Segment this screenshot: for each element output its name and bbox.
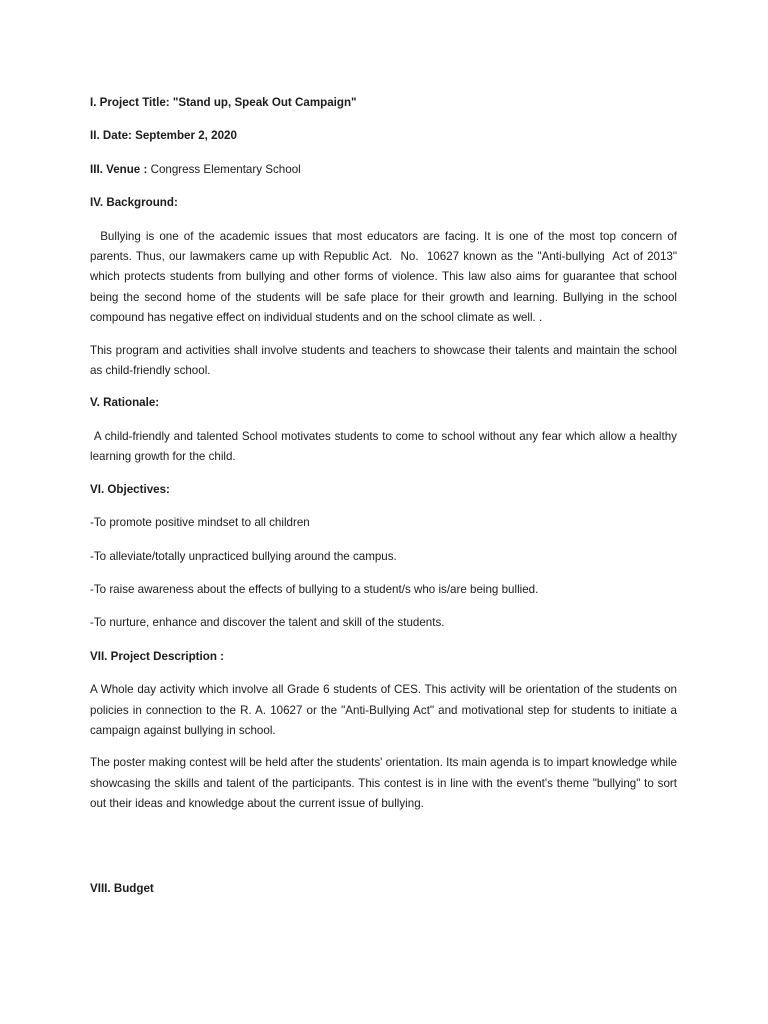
venue-label: III. Venue : — [90, 162, 148, 176]
background-heading: IV. Background: — [90, 196, 178, 210]
project-description-paragraph-2: The poster making contest will be held after the students' orientation. Its main agenda is to impart knowledge while showcasing the skills and talent of the participants. This contest is in line with the event's theme "bullying" to sort out their ideas and knowledge about the current issue of bullying. — [90, 756, 677, 811]
date-line — [90, 126, 677, 146]
objective-item-3: -To raise awareness about the effects of bullying to a student/s who is/are being bullied. — [90, 582, 539, 596]
rationale-heading: V. Rationale: — [90, 396, 160, 410]
document-content — [90, 93, 681, 912]
objective-item-2: -To alleviate/totally unpracticed bullying around the campus. — [90, 549, 397, 563]
project-title-label: I. Project Title: — [90, 96, 170, 109]
objective-item-4: -To nurture, enhance and discover the talent and skill of the students. — [90, 616, 445, 630]
objective-item-1: -To promote positive mindset to all children — [90, 516, 310, 530]
background-paragraph-2: This program and activities shall involve students and teachers to showcase their talents and maintain the school as child-friendly school. — [90, 343, 677, 378]
date-label: II. Date: — [90, 129, 132, 143]
budget-heading: VIII. Budget — [90, 881, 154, 895]
venue-value: Congress Elementary School — [147, 162, 301, 176]
project-title-line — [90, 93, 677, 113]
rationale-paragraph: A child-friendly and talented School motivates students to come to school without any fear which allow a healthy learning growth for the child. — [90, 429, 681, 464]
objectives-heading: VI. Objectives: — [90, 482, 170, 496]
date-value: September 2, 2020 — [131, 129, 237, 143]
project-description-paragraph-1: A Whole day activity which involve all Grade 6 students of CES. This activity will be orientation of the students on policies in connection to the R. A. 10627 or the "Anti-Bullying Act" and motivational step for students to initiate a campaign against bullying in school. — [90, 683, 677, 737]
background-paragraph-1: Bullying is one of the academic issues that most educators are facing. It is one of the most top concern of parents. Thus, our lawmakers came up with Republic Act. No. 10627 known as the "Anti-bullying Act of 2013" which protects students from bullying and other forms of violence. This law also aims for guarantee that school being the second home of the students will be safe place for their growth and learning. Bullying in the school compound has negative effect on individual students and on the school climate as well. . — [90, 229, 681, 325]
venue-line — [90, 160, 677, 180]
project-title-value: "Stand up, Speak Out Campaign" — [169, 96, 357, 109]
project-description-heading: VII. Project Description : — [90, 649, 225, 663]
section-spacer — [90, 827, 677, 879]
